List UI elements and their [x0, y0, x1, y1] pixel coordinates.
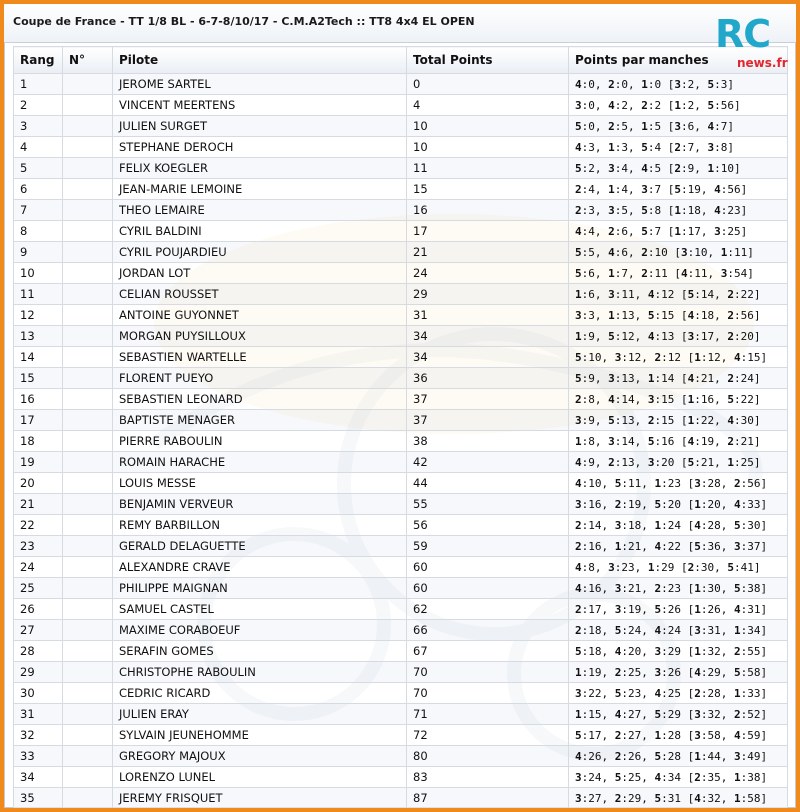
cell-num: [63, 620, 113, 641]
header-manches[interactable]: Points par manches: [569, 47, 788, 74]
cell-total: 80: [407, 746, 569, 767]
cell-pilote: JEAN-MARIE LEMOINE: [113, 179, 407, 200]
table-row: [14, 683, 788, 704]
cell-num: [63, 473, 113, 494]
cell-pilote: SERAFIN GOMES: [113, 641, 407, 662]
cell-manches: 1:19, 2:25, 3:26 [4:29, 5:58]: [569, 662, 788, 683]
table-row: [14, 494, 788, 515]
cell-manches: 1:9, 5:12, 4:13 [3:17, 2:20]: [569, 326, 788, 347]
cell-rang: 5: [14, 158, 63, 179]
cell-total: 29: [407, 284, 569, 305]
cell-rang: 23: [14, 536, 63, 557]
cell-pilote: ALEXANDRE CRAVE: [113, 557, 407, 578]
cell-pilote: MAXIME CORABOEUF: [113, 620, 407, 641]
table-body: [14, 74, 788, 809]
cell-total: 56: [407, 515, 569, 536]
cell-pilote: SEBASTIEN WARTELLE: [113, 347, 407, 368]
cell-total: 87: [407, 788, 569, 809]
cell-pilote: PHILIPPE MAIGNAN: [113, 578, 407, 599]
cell-num: [63, 746, 113, 767]
cell-pilote: JEROME SARTEL: [113, 74, 407, 95]
cell-pilote: JULIEN ERAY: [113, 704, 407, 725]
logo-rc-text: RC: [715, 12, 771, 56]
cell-num: [63, 494, 113, 515]
cell-manches: 2:8, 4:14, 3:15 [1:16, 5:22]: [569, 389, 788, 410]
cell-pilote: ROMAIN HARACHE: [113, 452, 407, 473]
cell-rang: 3: [14, 116, 63, 137]
table-row: [14, 410, 788, 431]
cell-pilote: JULIEN SURGET: [113, 116, 407, 137]
cell-manches: 4:0, 2:0, 1:0 [3:2, 5:3]: [569, 74, 788, 95]
table-row: [14, 431, 788, 452]
cell-pilote: CELIAN ROUSSET: [113, 284, 407, 305]
cell-total: 70: [407, 683, 569, 704]
cell-pilote: CEDRIC RICARD: [113, 683, 407, 704]
cell-total: 0: [407, 74, 569, 95]
cell-rang: 26: [14, 599, 63, 620]
cell-rang: 10: [14, 263, 63, 284]
cell-rang: 9: [14, 242, 63, 263]
cell-rang: 34: [14, 767, 63, 788]
table-row: [14, 641, 788, 662]
table-row: [14, 200, 788, 221]
cell-manches: 4:3, 1:3, 5:4 [2:7, 3:8]: [569, 137, 788, 158]
table-row: [14, 473, 788, 494]
results-window: [4, 4, 796, 808]
cell-pilote: MORGAN PUYSILLOUX: [113, 326, 407, 347]
logo-news-text: news.fr: [737, 56, 788, 70]
cell-total: 55: [407, 494, 569, 515]
table-row: [14, 284, 788, 305]
table-row: [14, 788, 788, 809]
cell-manches: 2:14, 3:18, 1:24 [4:28, 5:30]: [569, 515, 788, 536]
table-row: [14, 620, 788, 641]
cell-pilote: CYRIL BALDINI: [113, 221, 407, 242]
table-row: [14, 746, 788, 767]
cell-pilote: SYLVAIN JEUNEHOMME: [113, 725, 407, 746]
cell-pilote: CYRIL POUJARDIEU: [113, 242, 407, 263]
cell-num: [63, 137, 113, 158]
cell-rang: 22: [14, 515, 63, 536]
cell-total: 62: [407, 599, 569, 620]
cell-num: [63, 74, 113, 95]
cell-total: 70: [407, 662, 569, 683]
cell-num: [63, 95, 113, 116]
cell-pilote: LORENZO LUNEL: [113, 767, 407, 788]
window-title: Coupe de France - TT 1/8 BL - 6-7-8/10/17 - C.M.A2Tech :: TT8 4x4 EL OPEN: [13, 15, 475, 28]
table-row: [14, 95, 788, 116]
cell-num: [63, 704, 113, 725]
cell-total: 21: [407, 242, 569, 263]
cell-pilote: BAPTISTE MENAGER: [113, 410, 407, 431]
cell-total: 60: [407, 557, 569, 578]
cell-total: 11: [407, 158, 569, 179]
cell-manches: 3:9, 5:13, 2:15 [1:22, 4:30]: [569, 410, 788, 431]
cell-pilote: SAMUEL CASTEL: [113, 599, 407, 620]
cell-total: 60: [407, 578, 569, 599]
table-row: [14, 74, 788, 95]
cell-num: [63, 578, 113, 599]
table-row: [14, 536, 788, 557]
cell-pilote: GERALD DELAGUETTE: [113, 536, 407, 557]
cell-num: [63, 788, 113, 809]
cell-rang: 18: [14, 431, 63, 452]
cell-num: [63, 767, 113, 788]
cell-pilote: GREGORY MAJOUX: [113, 746, 407, 767]
cell-num: [63, 683, 113, 704]
cell-pilote: JEREMY FRISQUET: [113, 788, 407, 809]
table-row: [14, 263, 788, 284]
cell-total: 59: [407, 536, 569, 557]
cell-num: [63, 221, 113, 242]
cell-pilote: REMY BARBILLON: [113, 515, 407, 536]
cell-pilote: FELIX KOEGLER: [113, 158, 407, 179]
cell-rang: 15: [14, 368, 63, 389]
cell-num: [63, 158, 113, 179]
cell-rang: 12: [14, 305, 63, 326]
cell-total: 72: [407, 725, 569, 746]
cell-manches: 5:0, 2:5, 1:5 [3:6, 4:7]: [569, 116, 788, 137]
cell-manches: 4:26, 2:26, 5:28 [1:44, 3:49]: [569, 746, 788, 767]
cell-manches: 5:17, 2:27, 1:28 [3:58, 4:59]: [569, 725, 788, 746]
table-row: [14, 158, 788, 179]
cell-rang: 30: [14, 683, 63, 704]
cell-manches: 2:4, 1:4, 3:7 [5:19, 4:56]: [569, 179, 788, 200]
table-row: [14, 347, 788, 368]
table-row: [14, 389, 788, 410]
cell-manches: 5:10, 3:12, 2:12 [1:12, 4:15]: [569, 347, 788, 368]
table-row: [14, 116, 788, 137]
table-row: [14, 305, 788, 326]
cell-num: [63, 599, 113, 620]
cell-manches: 5:6, 1:7, 2:11 [4:11, 3:54]: [569, 263, 788, 284]
cell-manches: 5:5, 4:6, 2:10 [3:10, 1:11]: [569, 242, 788, 263]
table-row: [14, 179, 788, 200]
header-total[interactable]: Total Points: [407, 47, 569, 74]
cell-rang: 14: [14, 347, 63, 368]
cell-total: 15: [407, 179, 569, 200]
table-header-row: [14, 47, 788, 74]
cell-rang: 1: [14, 74, 63, 95]
cell-total: 37: [407, 389, 569, 410]
cell-pilote: PIERRE RABOULIN: [113, 431, 407, 452]
cell-rang: 24: [14, 557, 63, 578]
cell-rang: 6: [14, 179, 63, 200]
cell-manches: 3:0, 4:2, 2:2 [1:2, 5:56]: [569, 95, 788, 116]
cell-manches: 2:16, 1:21, 4:22 [5:36, 3:37]: [569, 536, 788, 557]
cell-total: 4: [407, 95, 569, 116]
results-table: [13, 46, 788, 808]
cell-total: 38: [407, 431, 569, 452]
cell-manches: 5:9, 3:13, 1:14 [4:21, 2:24]: [569, 368, 788, 389]
cell-num: [63, 389, 113, 410]
cell-total: 36: [407, 368, 569, 389]
cell-num: [63, 431, 113, 452]
cell-num: [63, 179, 113, 200]
cell-rang: 28: [14, 641, 63, 662]
header-num[interactable]: N°: [63, 47, 113, 74]
cell-manches: 2:18, 5:24, 4:24 [3:31, 1:34]: [569, 620, 788, 641]
cell-rang: 4: [14, 137, 63, 158]
cell-total: 34: [407, 347, 569, 368]
cell-pilote: BENJAMIN VERVEUR: [113, 494, 407, 515]
table-row: [14, 242, 788, 263]
header-pilote[interactable]: Pilote: [113, 47, 407, 74]
cell-num: [63, 347, 113, 368]
table-row: [14, 137, 788, 158]
cell-manches: 3:27, 2:29, 5:31 [4:32, 1:58]: [569, 788, 788, 809]
cell-total: 10: [407, 116, 569, 137]
cell-pilote: JORDAN LOT: [113, 263, 407, 284]
cell-num: [63, 452, 113, 473]
cell-total: 67: [407, 641, 569, 662]
cell-rang: 13: [14, 326, 63, 347]
table-row: [14, 221, 788, 242]
cell-manches: 4:16, 3:21, 2:23 [1:30, 5:38]: [569, 578, 788, 599]
cell-total: 10: [407, 137, 569, 158]
cell-rang: 20: [14, 473, 63, 494]
rcnews-logo: [709, 14, 793, 76]
cell-total: 16: [407, 200, 569, 221]
cell-rang: 27: [14, 620, 63, 641]
cell-num: [63, 515, 113, 536]
cell-num: [63, 662, 113, 683]
cell-rang: 31: [14, 704, 63, 725]
cell-manches: 4:10, 5:11, 1:23 [3:28, 2:56]: [569, 473, 788, 494]
cell-manches: 4:8, 3:23, 1:29 [2:30, 5:41]: [569, 557, 788, 578]
header-rang[interactable]: Rang: [14, 47, 63, 74]
cell-manches: 3:16, 2:19, 5:20 [1:20, 4:33]: [569, 494, 788, 515]
cell-pilote: CHRISTOPHE RABOULIN: [113, 662, 407, 683]
cell-total: 66: [407, 620, 569, 641]
table-row: [14, 557, 788, 578]
cell-total: 83: [407, 767, 569, 788]
table-row: [14, 578, 788, 599]
cell-total: 44: [407, 473, 569, 494]
cell-num: [63, 725, 113, 746]
cell-pilote: LOUIS MESSE: [113, 473, 407, 494]
cell-manches: 5:18, 4:20, 3:29 [1:32, 2:55]: [569, 641, 788, 662]
cell-rang: 33: [14, 746, 63, 767]
cell-total: 37: [407, 410, 569, 431]
cell-num: [63, 242, 113, 263]
cell-manches: 4:4, 2:6, 5:7 [1:17, 3:25]: [569, 221, 788, 242]
cell-rang: 7: [14, 200, 63, 221]
table-row: [14, 515, 788, 536]
cell-num: [63, 368, 113, 389]
cell-manches: 5:2, 3:4, 4:5 [2:9, 1:10]: [569, 158, 788, 179]
cell-rang: 21: [14, 494, 63, 515]
cell-manches: 3:3, 1:13, 5:15 [4:18, 2:56]: [569, 305, 788, 326]
cell-manches: 3:22, 5:23, 4:25 [2:28, 1:33]: [569, 683, 788, 704]
title-bar: [4, 4, 796, 43]
table-row: [14, 326, 788, 347]
cell-rang: 19: [14, 452, 63, 473]
cell-num: [63, 284, 113, 305]
table-row: [14, 704, 788, 725]
cell-pilote: ANTOINE GUYONNET: [113, 305, 407, 326]
table-row: [14, 452, 788, 473]
cell-num: [63, 305, 113, 326]
cell-manches: 3:24, 5:25, 4:34 [2:35, 1:38]: [569, 767, 788, 788]
cell-pilote: SEBASTIEN LEONARD: [113, 389, 407, 410]
cell-manches: 4:9, 2:13, 3:20 [5:21, 1:25]: [569, 452, 788, 473]
cell-rang: 8: [14, 221, 63, 242]
cell-pilote: STEPHANE DEROCH: [113, 137, 407, 158]
cell-rang: 35: [14, 788, 63, 809]
cell-total: 31: [407, 305, 569, 326]
cell-num: [63, 557, 113, 578]
cell-manches: 2:3, 3:5, 5:8 [1:18, 4:23]: [569, 200, 788, 221]
cell-manches: 1:15, 4:27, 5:29 [3:32, 2:52]: [569, 704, 788, 725]
cell-rang: 25: [14, 578, 63, 599]
table-row: [14, 368, 788, 389]
cell-num: [63, 263, 113, 284]
cell-total: 24: [407, 263, 569, 284]
cell-num: [63, 116, 113, 137]
cell-num: [63, 410, 113, 431]
cell-num: [63, 200, 113, 221]
cell-rang: 2: [14, 95, 63, 116]
cell-pilote: FLORENT PUEYO: [113, 368, 407, 389]
cell-total: 34: [407, 326, 569, 347]
cell-pilote: VINCENT MEERTENS: [113, 95, 407, 116]
cell-manches: 1:6, 3:11, 4:12 [5:14, 2:22]: [569, 284, 788, 305]
cell-rang: 17: [14, 410, 63, 431]
cell-rang: 11: [14, 284, 63, 305]
cell-rang: 29: [14, 662, 63, 683]
cell-rang: 16: [14, 389, 63, 410]
cell-num: [63, 536, 113, 557]
table-row: [14, 662, 788, 683]
table-row: [14, 725, 788, 746]
table-row: [14, 767, 788, 788]
cell-num: [63, 641, 113, 662]
cell-num: [63, 326, 113, 347]
cell-pilote: THEO LEMAIRE: [113, 200, 407, 221]
cell-total: 17: [407, 221, 569, 242]
table-row: [14, 599, 788, 620]
cell-total: 42: [407, 452, 569, 473]
cell-rang: 32: [14, 725, 63, 746]
cell-total: 71: [407, 704, 569, 725]
cell-manches: 1:8, 3:14, 5:16 [4:19, 2:21]: [569, 431, 788, 452]
cell-manches: 2:17, 3:19, 5:26 [1:26, 4:31]: [569, 599, 788, 620]
